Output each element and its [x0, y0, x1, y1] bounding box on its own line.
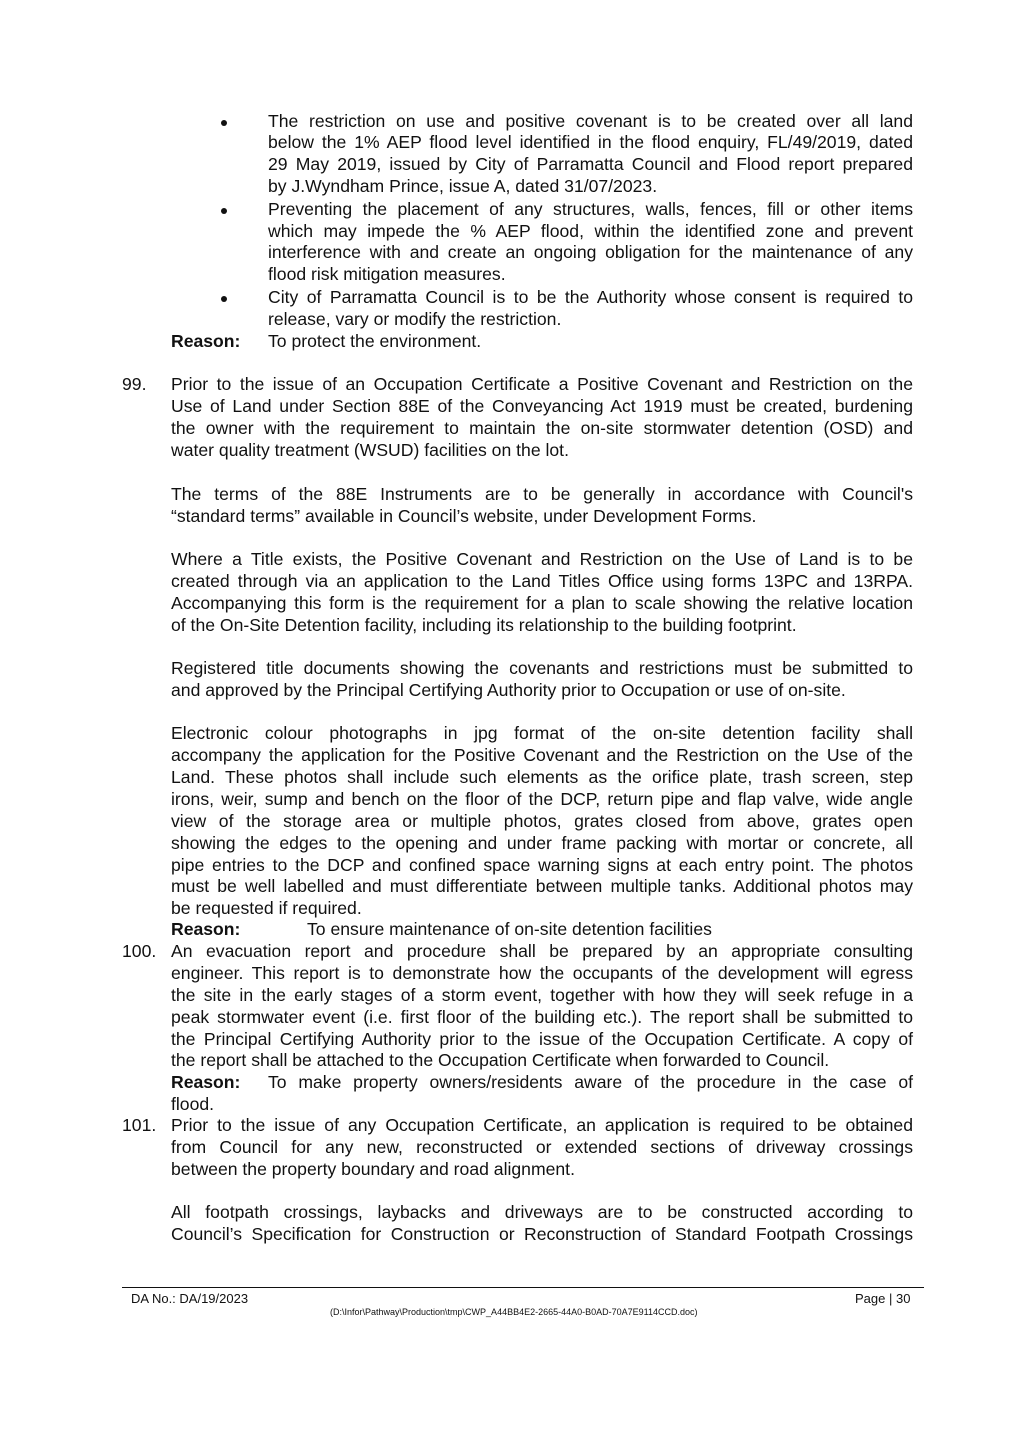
reason-label: Reason: — [171, 331, 241, 351]
reason-label: Reason: — [171, 1072, 241, 1092]
footer-page-number: Page | 30 — [855, 1291, 911, 1306]
c99-p2-line: The terms of the 88E Instruments are to be generally in accordance with Council's — [171, 484, 913, 504]
c99-p5-line: pipe entries to the DCP and confined space warning signs at each entry point. The photos — [171, 855, 913, 875]
c101-p1-line: between the property boundary and road alignment. — [171, 1159, 575, 1179]
bullet-2-line-2: which may impede the % AEP flood, within the identified zone and prevent — [268, 221, 913, 241]
c99-p1-line: the owner with the requirement to maintain the on-site stormwater detention (OSD) and — [171, 418, 913, 438]
bullet-1-line-3: 29 May 2019, issued by City of Parramatta Council and Flood report prepared — [268, 154, 913, 174]
bullet-3-line-2: release, vary or modify the restriction. — [268, 309, 562, 329]
condition-number: 100. — [122, 941, 157, 961]
c99-p3-line: Where a Title exists, the Positive Covenant and Restriction on the Use of Land is to be — [171, 549, 913, 569]
bullet-icon — [221, 296, 227, 302]
reason-text: flood. — [171, 1094, 215, 1114]
reason-text: To ensure maintenance of on-site detention facilities — [307, 919, 712, 939]
c99-p3-line: created through via an application to the Land Titles Office using forms 13PC and 13RPA. — [171, 571, 913, 591]
bullet-1-line-2: below the 1% AEP flood level identified in the flood enquiry, FL/49/2019, dated — [268, 132, 913, 152]
footer-da-number: DA No.: DA/19/2023 — [131, 1291, 249, 1306]
c99-p5-line: must be well labelled and must differentiate between multiple tanks. Additional photos may — [171, 876, 913, 896]
c99-p5-line: accompany the application for the Positive Covenant and the Restriction on the Use of the — [171, 745, 913, 765]
footer-file-path: (D:\Infor\Pathway\Production\tmp\CWP_A44BB4E2-2665-44A0-B0AD-70A7E9114CCD.doc) — [330, 1307, 698, 1317]
condition-number: 101. — [122, 1115, 157, 1135]
c101-p2-line: Council’s Specification for Construction or Reconstruction of Standard Footpath Crossings — [171, 1224, 913, 1244]
c101-p1-line: Prior to the issue of any Occupation Certificate, an application is required to be obtained — [171, 1115, 913, 1135]
reason-text: To make property owners/residents aware of the procedure in the case of — [268, 1072, 913, 1092]
c100-line: peak stormwater event (i.e. first floor of the building etc.). The report shall be submitted to — [171, 1007, 913, 1027]
reason-label: Reason: — [171, 919, 241, 939]
c100-line: the report shall be attached to the Occupation Certificate when forwarded to Council. — [171, 1050, 830, 1070]
c99-p3-line: Accompanying this form is the requirement for a plan to scale showing the relative location — [171, 593, 913, 613]
c101-p2-line: All footpath crossings, laybacks and driveways are to be constructed according to — [171, 1202, 913, 1222]
c99-p5-line: Land. These photos shall include such elements as the orifice plate, trash screen, step — [171, 767, 913, 787]
bullet-2-line-3: interference with and create an ongoing obligation for the maintenance of any — [268, 242, 913, 262]
c100-line: the Principal Certifying Authority prior to the issue of the Occupation Certificate. A copy of — [171, 1029, 913, 1049]
bullet-icon — [221, 208, 227, 214]
c100-line: the site in the early stages of a storm event, together with how they will seek refuge in a — [171, 985, 913, 1005]
c99-p3-line: of the On-Site Detention facility, including its relationship to the building footprint. — [171, 615, 797, 635]
bullet-1-line-4: by J.Wyndham Prince, issue A, dated 31/07/2023. — [268, 176, 658, 196]
c99-p5-line: irons, weir, sump and bench on the floor of the DCP, return pipe and flap valve, wide angle — [171, 789, 913, 809]
c99-p1-line: water quality treatment (WSUD) facilities on the lot. — [171, 440, 569, 460]
bullet-icon — [221, 120, 227, 126]
c99-p5-line: showing the edges to the opening and under frame packing with mortar or concrete, all — [171, 833, 913, 853]
condition-number: 99. — [122, 374, 147, 394]
c99-p5-line: Electronic colour photographs in jpg format of the on-site detention facility shall — [171, 723, 913, 743]
bullet-2-line-1: Preventing the placement of any structures, walls, fences, fill or other items — [268, 199, 913, 219]
bullet-3-line-1: City of Parramatta Council is to be the Authority whose consent is required to — [268, 287, 913, 307]
c100-line: engineer. This report is to demonstrate how the occupants of the development will egress — [171, 963, 913, 983]
c100-line: An evacuation report and procedure shall be prepared by an appropriate consulting — [171, 941, 913, 961]
c99-p1-line: Use of Land under Section 88E of the Conveyancing Act 1919 must be created, burdening — [171, 396, 913, 416]
c101-p1-line: from Council for any new, reconstructed or extended sections of driveway crossings — [171, 1137, 913, 1157]
bullet-2-line-4: flood risk mitigation measures. — [268, 264, 506, 284]
footer-divider — [122, 1287, 924, 1288]
c99-p4-line: and approved by the Principal Certifying Authority prior to Occupation or use of on-site. — [171, 680, 846, 700]
c99-p1-line: Prior to the issue of an Occupation Certificate a Positive Covenant and Restriction on the — [171, 374, 913, 394]
bullet-1-line-1: The restriction on use and positive covenant is to be created over all land — [268, 111, 913, 131]
reason-text: To protect the environment. — [268, 331, 482, 351]
c99-p2-line: “standard terms” available in Council’s website, under Development Forms. — [171, 506, 757, 526]
c99-p5-line: be requested if required. — [171, 898, 362, 918]
c99-p4-line: Registered title documents showing the covenants and restrictions must be submitted to — [171, 658, 913, 678]
c99-p5-line: view of the storage area or multiple photos, grates closed from above, grates open — [171, 811, 913, 831]
